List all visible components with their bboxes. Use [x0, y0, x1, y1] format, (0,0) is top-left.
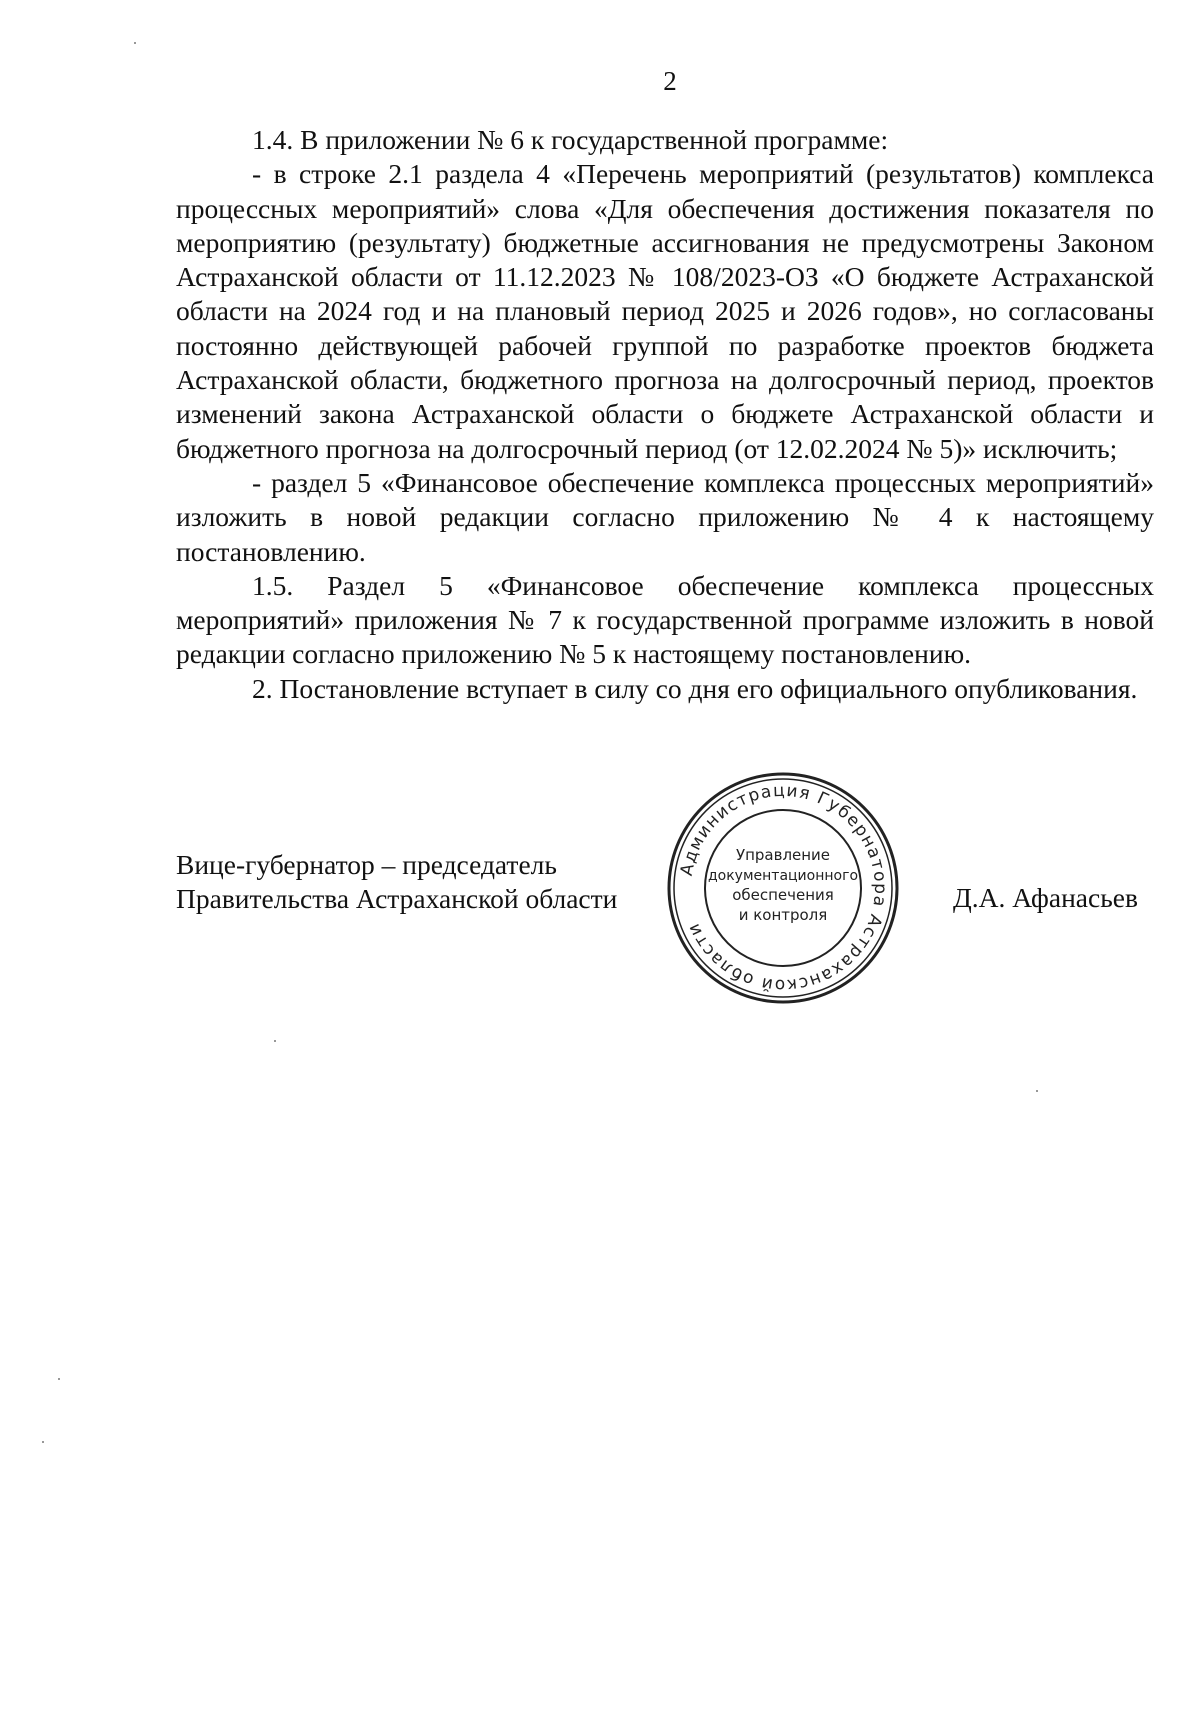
official-seal [665, 770, 901, 1006]
paragraph-1-5: 1.5. Раздел 5 «Финансовое обеспечение комплекса процессных мероприятий» приложения № 7 к государственной программе изложить в новой редакции согласно приложению № 5 к настоящему постановлению. [176, 569, 1154, 670]
document-body [176, 123, 1154, 706]
seal-center-line-3: обеспечения [732, 886, 834, 904]
page-number: 2 [663, 66, 677, 96]
signatory-position [176, 848, 617, 916]
signatory-name: Д.А. Афанасьев [953, 882, 1138, 913]
paragraph-2: 2. Постановление вступает в силу со дня его официального опубликования. [252, 672, 1138, 704]
paragraph-1-4-item-1: - в строке 2.1 раздела 4 «Перечень мероприятий (результатов) комплекса процессных мероприятий» слова «Для обеспечения достижения показателя по мероприятию (результату) бюджетные ассигнования не предусмотрены Законом Астраханской области от 11.12.2023 № 108/2023-ОЗ «О бюджете Астраханской области на 2024 год и на плановый период 2025 и 2026 годов», но согласованы постоянно действующей рабочей группой по разработке проектов бюджета Астраханской области, бюджетного прогноза на долгосрочный период, проектов изменений закона Астраханской области о бюджете Астраханской области и бюджетного прогноза на долгосрочный период (от 12.02.2024 № 5)» исключить; [176, 158, 1154, 464]
signatory-position-line-1: Вице-губернатор – председатель [176, 849, 557, 880]
scan-speck [58, 1378, 60, 1380]
scan-speck [134, 42, 136, 44]
seal-outer-text: Администрация Губернатора Астраханской области [676, 780, 891, 996]
paragraph-1-4-item-2: - раздел 5 «Финансовое обеспечение комплекса процессных мероприятий» изложить в новой редакции согласно приложению № 4 к настоящему постановлению. [176, 466, 1154, 567]
scan-speck [42, 1441, 44, 1443]
seal-center-line-4: и контроля [738, 906, 828, 924]
paragraph-1-4: 1.4. В приложении № 6 к государственной программе: [252, 124, 889, 155]
scan-speck [274, 1040, 276, 1042]
scan-speck [1036, 1090, 1038, 1092]
signatory-position-line-2: Правительства Астраханской области [176, 883, 618, 914]
seal-center-line-1: Управление [735, 846, 831, 864]
seal-center-line-2: документационного [707, 868, 859, 884]
